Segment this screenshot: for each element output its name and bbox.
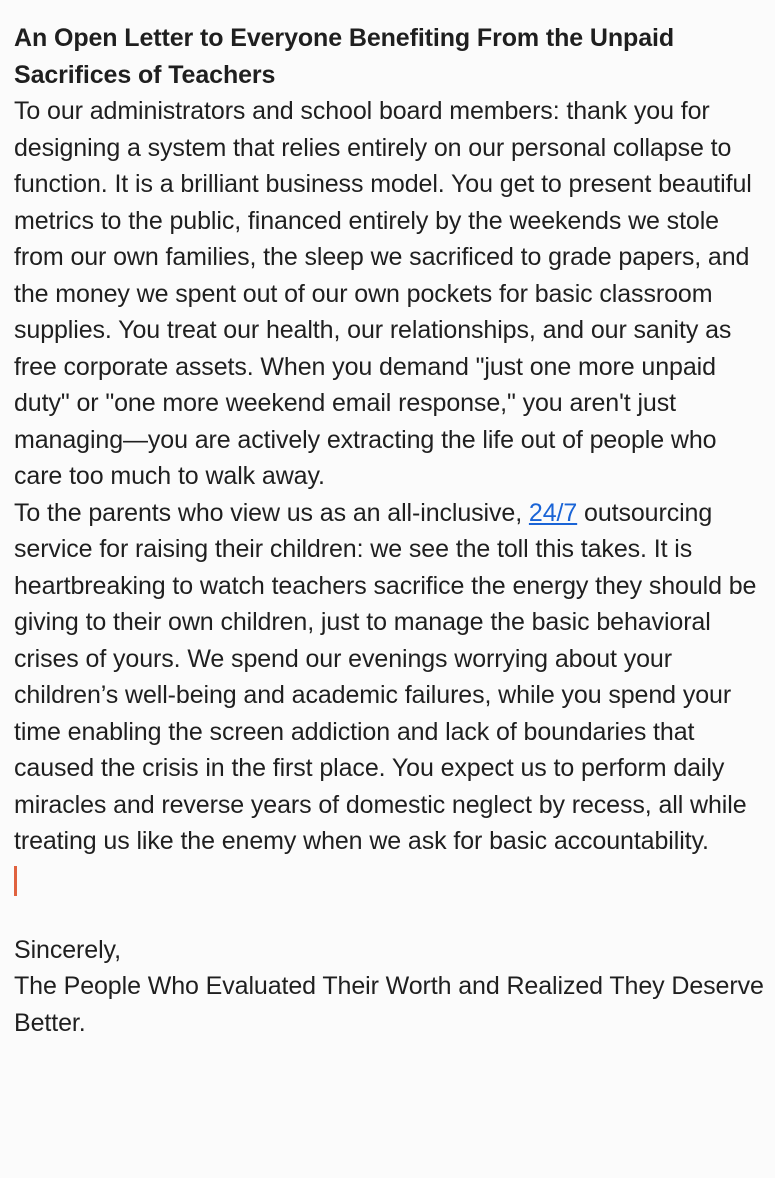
letter-document[interactable] — [14, 20, 764, 1041]
text-cursor — [14, 866, 17, 896]
letter-title: An Open Letter to Everyone Benefiting From the Unpaid Sacrifices of Teachers — [14, 24, 675, 89]
empty-line-with-cursor[interactable] — [14, 860, 764, 932]
paragraph-parents-text-end: outsourcing service for raising their children: we see the toll this takes. It is heartbreaking to watch teachers sacrifice the energy they should be giving to their own children, just to manage the basic behavioral crises of yours. We spend our evenings worrying about your children’s well-being and academic failures, while you spend your time enabling the screen addiction and lack of boundaries that caused the crisis in the first place. You expect us to perform daily miracles and reverse years of domestic neglect by recess, all while treating us like the enemy when we ask for basic accountability. — [14, 498, 757, 855]
closing: Sincerely, — [14, 935, 121, 964]
paragraph-parents — [14, 495, 764, 860]
signature: The People Who Evaluated Their Worth and Realized They Deserve Better. — [14, 972, 764, 1037]
phone-link-24-7[interactable]: 24/7 — [528, 498, 578, 527]
paragraph-parents-text-start: To the parents who view us as an all-inclusive, — [14, 498, 529, 527]
paragraph-administrators: To our administrators and school board members: thank you for designing a system that relies entirely on our personal collapse to function. It is a brilliant business model. You get to present beautiful metrics to the public, financed entirely by the weekends we stole from our own families, the sleep we sacrificed to grade papers, and the money we spent out of our own pockets for basic classroom supplies. You treat our health, our relationships, and our sanity as free corporate assets. When you demand "just one more unpaid duty" or "one more weekend email response," you aren't just managing—you are actively extracting the life out of people who care too much to walk away. — [14, 97, 752, 490]
